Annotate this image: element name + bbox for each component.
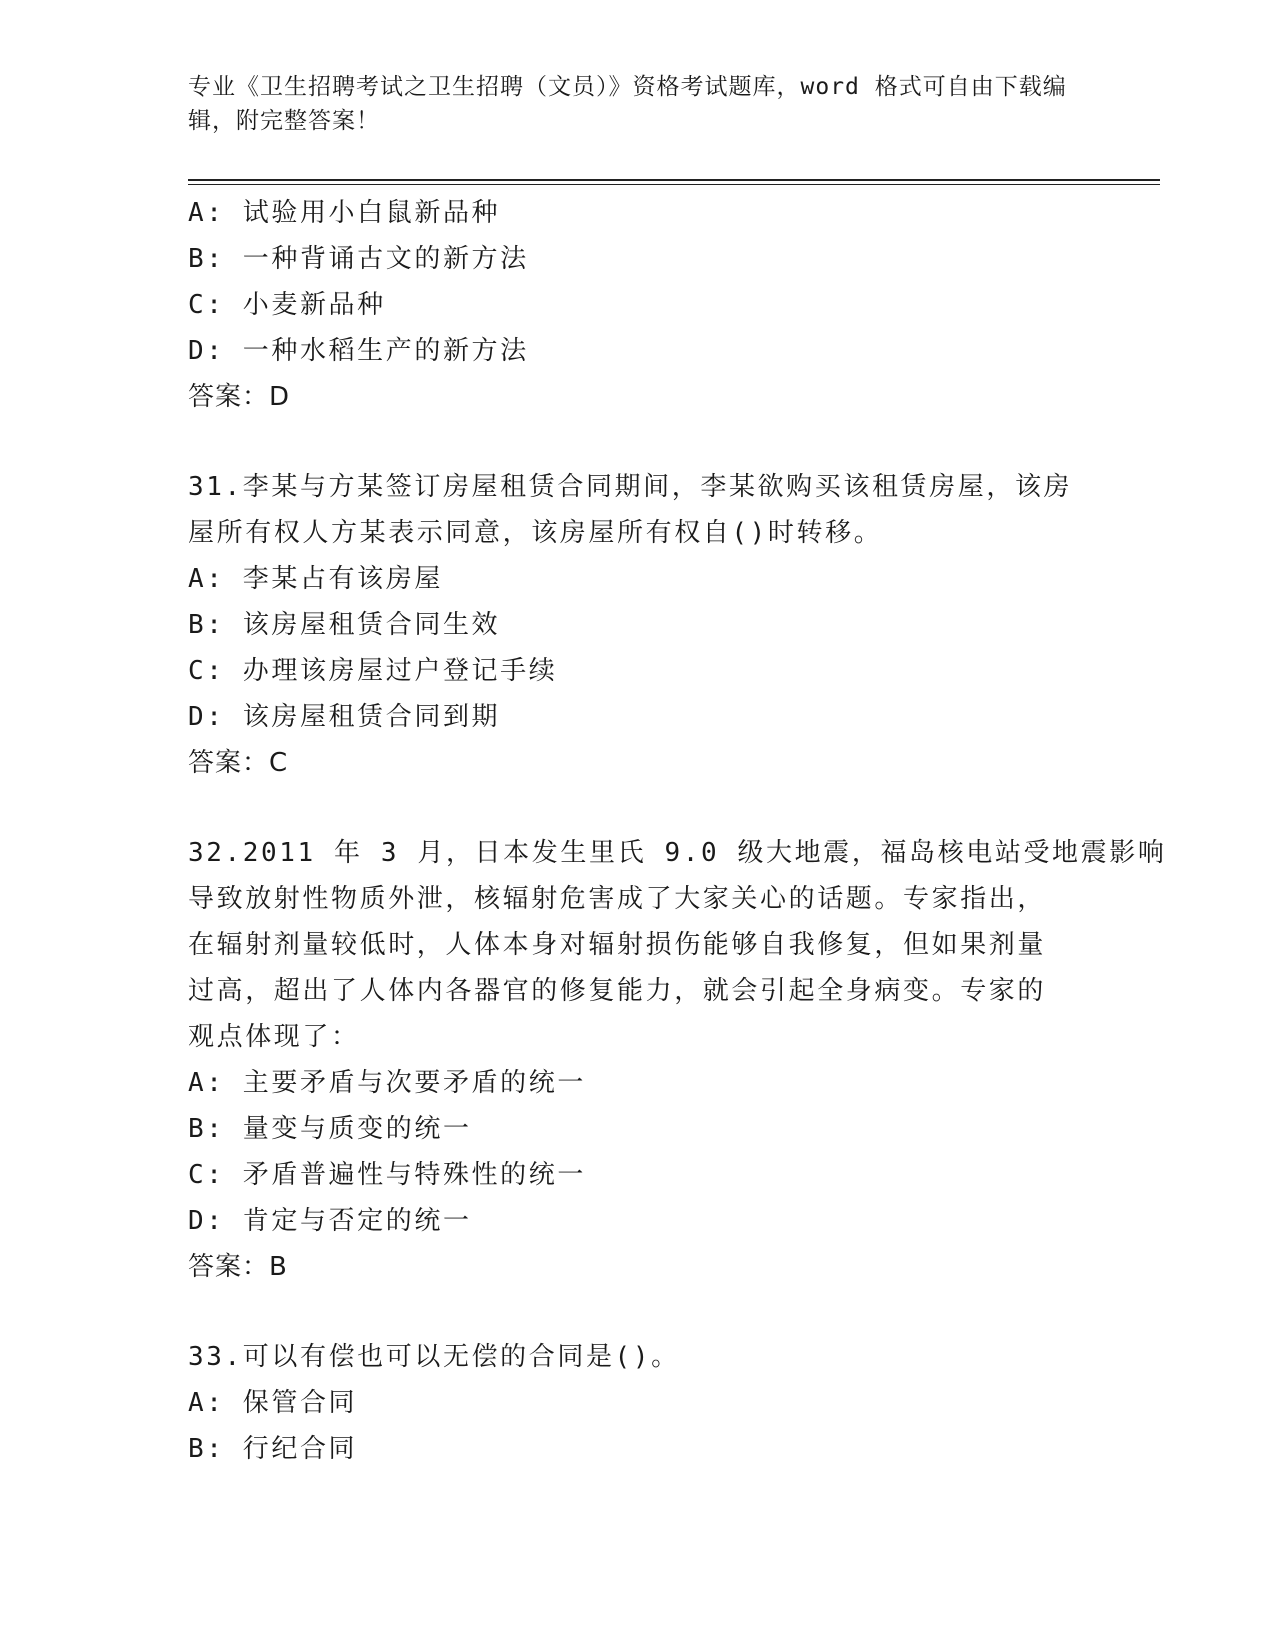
option-d: D: 一种水稻生产的新方法 <box>188 336 529 366</box>
question-stem-line: 33.可以有偿也可以无偿的合同是()。 <box>188 1342 680 1372</box>
question-stem-line: 32.2011 年 3 月，日本发生里氏 9.0 级大地震，福岛核电站受地震影响 <box>188 838 1167 868</box>
option-c: C: 小麦新品种 <box>188 290 386 320</box>
option-c: C: 矛盾普遍性与特殊性的统一 <box>188 1160 586 1190</box>
option-a: A: 主要矛盾与次要矛盾的统一 <box>188 1068 586 1098</box>
option-b: B: 一种背诵古文的新方法 <box>188 244 529 274</box>
question-stem-line: 导致放射性物质外泄，核辐射危害成了大家关心的话题。专家指出， <box>188 884 1047 914</box>
option-d: D: 该房屋租赁合同到期 <box>188 702 501 732</box>
question-stem-line: 屋所有权人方某表示同意，该房屋所有权自()时转移。 <box>188 518 883 548</box>
question-stem-line: 观点体现了： <box>188 1022 360 1052</box>
option-b: B: 量变与质变的统一 <box>188 1114 472 1144</box>
question-stem-line: 31.李某与方某签订房屋租赁合同期间，李某欲购买该租赁房屋，该房 <box>188 472 1073 502</box>
question-stem-line: 过高，超出了人体内各器官的修复能力，就会引起全身病变。专家的 <box>188 976 1047 1006</box>
option-a: A: 试验用小白鼠新品种 <box>188 198 501 228</box>
answer-line: 答案：D <box>188 382 291 412</box>
header-rule-thick <box>188 179 1160 181</box>
option-d: D: 肯定与否定的统一 <box>188 1206 472 1236</box>
option-a: A: 保管合同 <box>188 1388 358 1418</box>
question-31 <box>188 464 1088 786</box>
question-32 <box>188 830 1167 1290</box>
option-a: A: 李某占有该房屋 <box>188 564 443 594</box>
question-stem-line: 在辐射剂量较低时，人体本身对辐射损伤能够自我修复，但如果剂量 <box>188 930 1047 960</box>
question-content <box>188 190 1167 1472</box>
document-header: 专业《卫生招聘考试之卫生招聘（文员）》资格考试题库，word 格式可自由下载编辑，附完整答案！ <box>188 74 1067 134</box>
header-rule-thin <box>188 184 1160 185</box>
option-b: B: 该房屋租赁合同生效 <box>188 610 501 640</box>
option-c: C: 办理该房屋过户登记手续 <box>188 656 558 686</box>
answer-line: 答案：B <box>188 1252 288 1282</box>
answer-line: 答案：C <box>188 748 289 778</box>
option-b: B: 行纪合同 <box>188 1434 358 1464</box>
question-33 <box>188 1334 1088 1472</box>
